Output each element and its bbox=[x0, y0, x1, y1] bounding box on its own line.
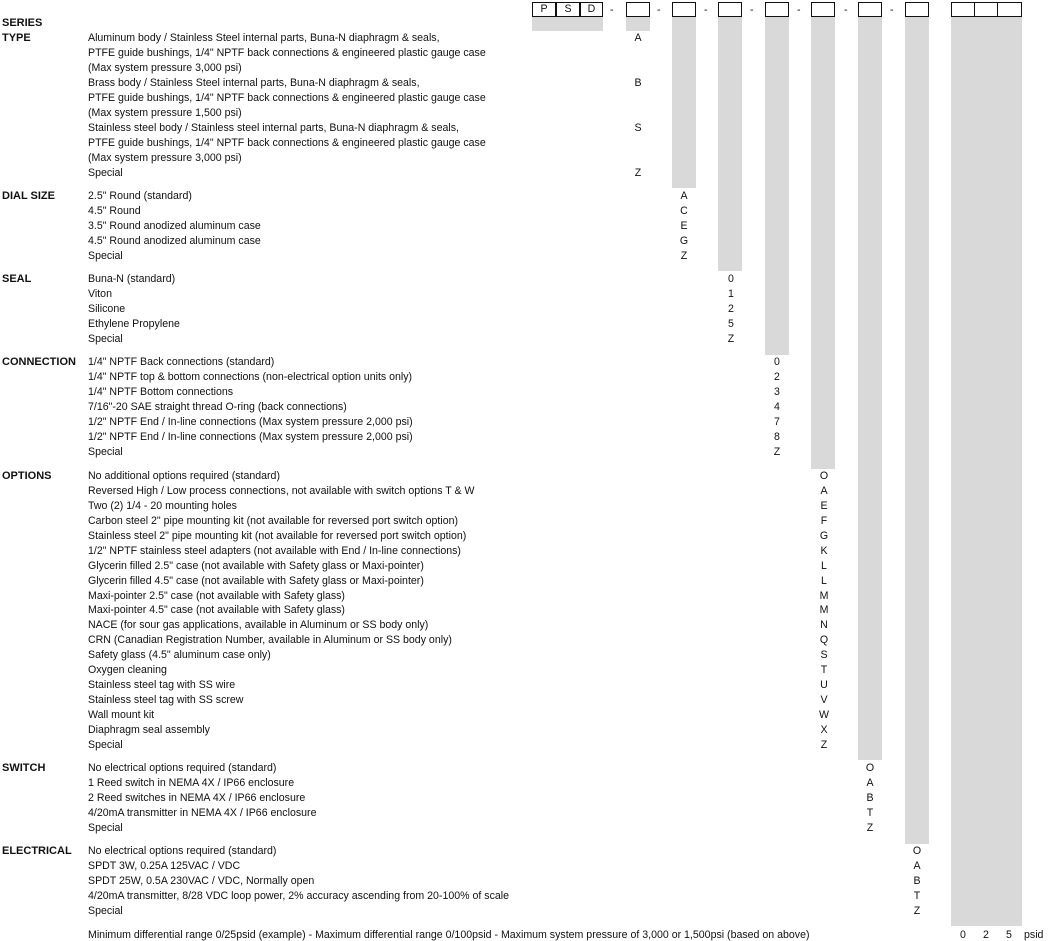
type-line: Stainless steel body / Stainless steel internal parts, Buna-N diaphragm & seals, bbox=[88, 122, 459, 134]
separator-dash: - bbox=[610, 4, 614, 16]
options-item: Reversed High / Low process connections, not available with switch options T & W bbox=[88, 485, 475, 497]
switch-code: B bbox=[866, 792, 874, 804]
seal-item: Silicone bbox=[88, 303, 126, 315]
electrical-code: Z bbox=[913, 905, 921, 917]
type-line: (Max system pressure 3,000 psi) bbox=[88, 152, 242, 164]
series-heading: SERIES bbox=[2, 17, 43, 29]
connection-code: 0 bbox=[774, 356, 780, 368]
separator-dash: - bbox=[750, 4, 754, 16]
separator-dash: - bbox=[844, 4, 848, 16]
dial-size-bar bbox=[672, 17, 696, 188]
electrical-item: SPDT 3W, 0.25A 125VAC / VDC bbox=[88, 860, 241, 872]
options-heading: OPTIONS bbox=[2, 470, 52, 482]
switch-item: No electrical options required (standard) bbox=[88, 762, 277, 774]
electrical-item: Special bbox=[88, 905, 123, 917]
connection-bar bbox=[765, 17, 789, 355]
options-item: Maxi-pointer 4.5" case (not available with Safety glass) bbox=[88, 604, 345, 616]
switch-item: Special bbox=[88, 822, 123, 834]
options-code: L bbox=[821, 560, 827, 572]
connection-item: 1/4" NPTF Bottom connections bbox=[88, 386, 234, 398]
options-code: T bbox=[820, 664, 828, 676]
options-code: L bbox=[821, 575, 827, 587]
type-bar bbox=[626, 17, 650, 31]
seal-item: Viton bbox=[88, 288, 112, 300]
type-line: (Max system pressure 1,500 psi) bbox=[88, 107, 242, 119]
connection-item: 1/2" NPTF End / In-line connections (Max system pressure 2,000 psi) bbox=[88, 431, 413, 443]
connection-heading: CONNECTION bbox=[2, 356, 76, 368]
type-code: S bbox=[634, 122, 642, 134]
options-item: Diaphragm seal assembly bbox=[88, 724, 210, 736]
series-letter-p: P bbox=[532, 2, 556, 17]
dial-size-code: Z bbox=[680, 250, 688, 262]
switch-code: O bbox=[865, 762, 875, 774]
dial-size-item: 4.5" Round anodized aluminum case bbox=[88, 235, 261, 247]
options-item: 1/2" NPTF stainless steel adapters (not available with End / In-line connections) bbox=[88, 545, 461, 557]
dial-size-code: C bbox=[680, 205, 688, 217]
dial-size-code: A bbox=[680, 190, 688, 202]
options-code: N bbox=[820, 619, 828, 631]
type-code: A bbox=[634, 32, 642, 44]
dial-size-code: E bbox=[680, 220, 688, 232]
options-item: Stainless steel 2" pipe mounting kit (not available for reversed port switch option) bbox=[88, 530, 467, 542]
options-item: Stainless steel tag with SS screw bbox=[88, 694, 244, 706]
options-item: Safety glass (4.5" aluminum case only) bbox=[88, 649, 271, 661]
connection-code: 8 bbox=[774, 431, 780, 443]
connection-code: Z bbox=[773, 446, 781, 458]
options-code: Q bbox=[819, 634, 829, 646]
electrical-item: SPDT 25W, 0.5A 230VAC / VDC, Normally open bbox=[88, 875, 315, 887]
separator-dash: - bbox=[657, 4, 661, 16]
electrical-item: No electrical options required (standard) bbox=[88, 845, 277, 857]
options-item: NACE (for sour gas applications, available in Aluminum or SS body only) bbox=[88, 619, 429, 631]
connection-item: 7/16"-20 SAE straight thread O-ring (back connections) bbox=[88, 401, 347, 413]
type-code: Z bbox=[634, 167, 642, 179]
series-letter-s: S bbox=[556, 2, 580, 17]
connection-code: 3 bbox=[774, 386, 780, 398]
options-code: W bbox=[819, 709, 829, 721]
dial-size-item: 3.5" Round anodized aluminum case bbox=[88, 220, 261, 232]
seal-bar bbox=[718, 17, 742, 271]
electrical-bar bbox=[905, 17, 929, 844]
options-item: Special bbox=[88, 739, 123, 751]
series-letter-d: D bbox=[580, 2, 603, 17]
electrical-code: A bbox=[913, 860, 921, 872]
type-line: Brass body / Stainless Steel internal parts, Buna-N diaphragm & seals, bbox=[88, 77, 420, 89]
series-bar bbox=[532, 17, 603, 31]
options-code: U bbox=[820, 679, 828, 691]
options-code: A bbox=[820, 485, 828, 497]
options-code: V bbox=[820, 694, 828, 706]
electrical-code: O bbox=[912, 845, 922, 857]
options-code: M bbox=[819, 590, 829, 602]
connection-code: 2 bbox=[774, 371, 780, 383]
range-digit: 0 bbox=[960, 929, 966, 941]
separator-dash: - bbox=[890, 4, 894, 16]
options-code: K bbox=[820, 545, 828, 557]
options-item: Wall mount kit bbox=[88, 709, 155, 721]
electrical-code: B bbox=[913, 875, 921, 887]
dial-size-item: 4.5" Round bbox=[88, 205, 141, 217]
switch-item: 4/20mA transmitter in NEMA 4X / IP66 enclosure bbox=[88, 807, 317, 819]
electrical-code-box[interactable] bbox=[905, 2, 929, 17]
options-code: M bbox=[819, 604, 829, 616]
type-heading: TYPE bbox=[2, 32, 31, 44]
type-code-box[interactable] bbox=[626, 2, 650, 17]
switch-code: T bbox=[866, 807, 874, 819]
options-code: O bbox=[819, 470, 829, 482]
options-item: CRN (Canadian Registration Number, available in Aluminum or SS body only) bbox=[88, 634, 452, 646]
connection-item: 1/4" NPTF Back connections (standard) bbox=[88, 356, 275, 368]
options-code: E bbox=[820, 500, 828, 512]
options-item: Carbon steel 2" pipe mounting kit (not available for reversed port switch option) bbox=[88, 515, 459, 527]
options-item: Glycerin filled 2.5" case (not available with Safety glass or Maxi-pointer) bbox=[88, 560, 424, 572]
seal-code-box[interactable] bbox=[718, 2, 742, 17]
type-line: PTFE guide bushings, 1/4" NPTF back connections & engineered plastic gauge case bbox=[88, 47, 486, 59]
separator-dash: - bbox=[704, 4, 708, 16]
seal-item: Special bbox=[88, 333, 123, 345]
connection-code: 7 bbox=[774, 416, 780, 428]
connection-code-box[interactable] bbox=[765, 2, 789, 17]
options-item: Maxi-pointer 2.5" case (not available with Safety glass) bbox=[88, 590, 345, 602]
seal-code: 0 bbox=[728, 273, 734, 285]
dial-size-code-box[interactable] bbox=[672, 2, 696, 17]
switch-code: Z bbox=[866, 822, 874, 834]
range-digit: 5 bbox=[1006, 929, 1012, 941]
options-bar bbox=[811, 17, 835, 469]
options-code: X bbox=[820, 724, 828, 736]
connection-item: Special bbox=[88, 446, 123, 458]
switch-code-box[interactable] bbox=[858, 2, 882, 17]
seal-item: Buna-N (standard) bbox=[88, 273, 176, 285]
switch-bar bbox=[858, 17, 882, 760]
switch-heading: SWITCH bbox=[2, 762, 46, 774]
seal-code: Z bbox=[727, 333, 735, 345]
type-line: Aluminum body / Stainless Steel internal parts, Buna-N diaphragm & seals, bbox=[88, 32, 440, 44]
type-line: Special bbox=[88, 167, 123, 179]
switch-code: A bbox=[866, 777, 874, 789]
seal-code: 5 bbox=[728, 318, 734, 330]
range-digit-box-2[interactable] bbox=[974, 2, 998, 17]
options-code: S bbox=[820, 649, 828, 661]
range-unit: psid bbox=[1024, 929, 1044, 941]
seal-heading: SEAL bbox=[2, 273, 32, 285]
separator-dash: - bbox=[797, 4, 801, 16]
electrical-code: T bbox=[913, 890, 921, 902]
options-item: Two (2) 1/4 - 20 mounting holes bbox=[88, 500, 237, 512]
range-digit: 2 bbox=[983, 929, 989, 941]
dial-size-item: Special bbox=[88, 250, 123, 262]
range-digit-box-3[interactable] bbox=[997, 2, 1022, 17]
options-code: G bbox=[819, 530, 829, 542]
type-line: PTFE guide bushings, 1/4" NPTF back connections & engineered plastic gauge case bbox=[88, 92, 486, 104]
options-code-box[interactable] bbox=[811, 2, 835, 17]
options-item: No additional options required (standard) bbox=[88, 470, 280, 482]
range-digit-box-1[interactable] bbox=[951, 2, 975, 17]
options-item: Stainless steel tag with SS wire bbox=[88, 679, 236, 691]
switch-item: 2 Reed switches in NEMA 4X / IP66 enclosure bbox=[88, 792, 306, 804]
seal-item: Ethylene Propylene bbox=[88, 318, 180, 330]
range-description: Minimum differential range 0/25psid (example) - Maximum differential range 0/100psid - Maximum system pressure of 3,000 or 1,500psi (based on above) bbox=[88, 929, 810, 941]
options-code: Z bbox=[820, 739, 828, 751]
options-code: F bbox=[820, 515, 828, 527]
switch-item: 1 Reed switch in NEMA 4X / IP66 enclosure bbox=[88, 777, 295, 789]
connection-item: 1/4" NPTF top & bottom connections (non-electrical option units only) bbox=[88, 371, 413, 383]
electrical-heading: ELECTRICAL bbox=[2, 845, 72, 857]
connection-code: 4 bbox=[774, 401, 780, 413]
seal-code: 2 bbox=[728, 303, 734, 315]
dial-size-heading: DIAL SIZE bbox=[2, 190, 55, 202]
type-line: PTFE guide bushings, 1/4" NPTF back connections & engineered plastic gauge case bbox=[88, 137, 486, 149]
dial-size-item: 2.5" Round (standard) bbox=[88, 190, 192, 202]
dial-size-code: G bbox=[679, 235, 689, 247]
range-bar bbox=[951, 17, 1022, 926]
options-item: Glycerin filled 4.5" case (not available with Safety glass or Maxi-pointer) bbox=[88, 575, 424, 587]
connection-item: 1/2" NPTF End / In-line connections (Max system pressure 2,000 psi) bbox=[88, 416, 413, 428]
type-line: (Max system pressure 3,000 psi) bbox=[88, 62, 242, 74]
electrical-item: 4/20mA transmitter, 8/28 VDC loop power, 2% accuracy ascending from 20-100% of scale bbox=[88, 890, 510, 902]
options-item: Oxygen cleaning bbox=[88, 664, 167, 676]
seal-code: 1 bbox=[728, 288, 734, 300]
type-code: B bbox=[634, 77, 642, 89]
